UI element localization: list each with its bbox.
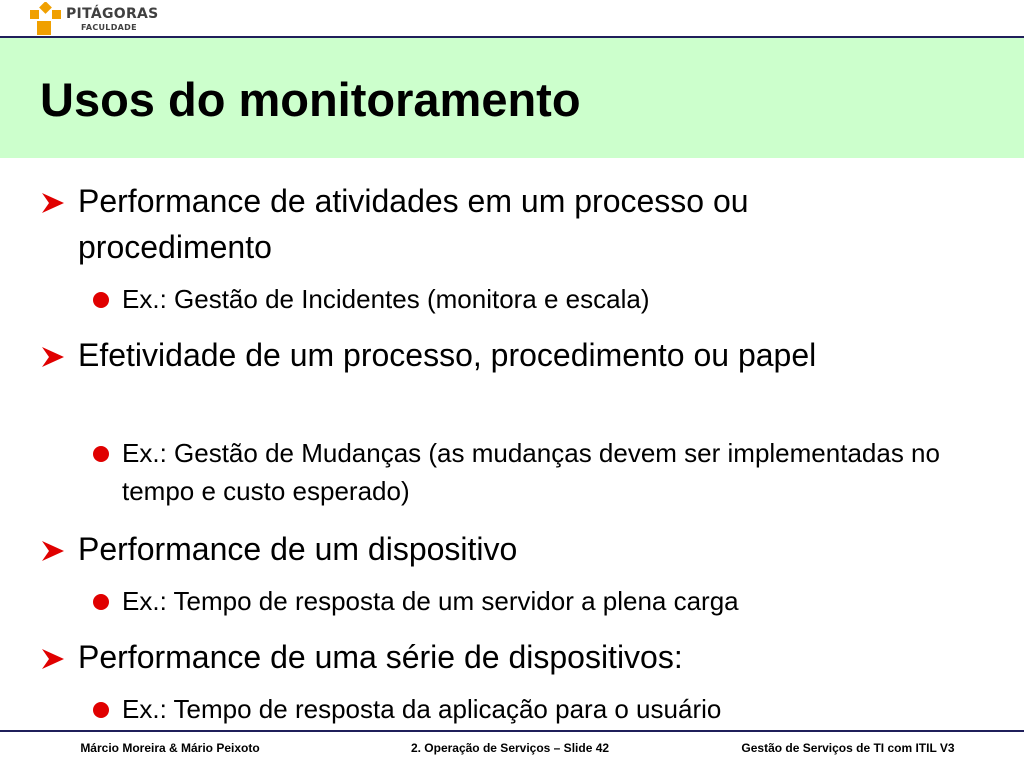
footer-rule xyxy=(0,730,1024,732)
pitagoras-logo-icon xyxy=(28,2,62,36)
footer-authors: Márcio Moreira & Mário Peixoto xyxy=(80,741,260,755)
sub-bullet-text: Ex.: Tempo de resposta de um servidor a plena carga xyxy=(122,586,739,616)
arrow-bullet-icon xyxy=(40,191,68,215)
sub-bullet-item xyxy=(90,280,950,318)
bullet-item xyxy=(40,332,940,378)
dot-bullet-icon xyxy=(93,702,109,718)
bullet-item xyxy=(40,178,940,270)
bullet-text: Performance de um dispositivo xyxy=(78,531,518,567)
sub-bullet-text: Ex.: Gestão de Mudanças (as mudanças devem ser implementadas no tempo e custo esperado) xyxy=(122,438,940,506)
arrow-bullet-icon xyxy=(40,345,68,369)
logo-subtitle: FACULDADE xyxy=(81,23,137,32)
sub-bullet-text: Ex.: Tempo de resposta da aplicação para o usuário xyxy=(122,694,722,724)
bullet-item xyxy=(40,634,940,680)
arrow-bullet-icon xyxy=(40,647,68,671)
sub-bullet-item xyxy=(90,690,950,728)
arrow-bullet-icon xyxy=(40,539,68,563)
bullet-text: Efetividade de um processo, procedimento ou papel xyxy=(78,337,817,373)
footer-slide-number: 2. Operação de Serviços – Slide 42 xyxy=(410,741,610,755)
footer-course-title: Gestão de Serviços de TI com ITIL V3 xyxy=(741,741,955,755)
dot-bullet-icon xyxy=(93,292,109,308)
sub-bullet-item xyxy=(90,582,950,620)
slide-title: Usos do monitoramento xyxy=(40,73,581,126)
bullet-text: Performance de uma série de dispositivos: xyxy=(78,639,683,675)
bullet-text: Performance de atividades em um processo ou procedimento xyxy=(78,183,749,265)
sub-bullet-text: Ex.: Gestão de Incidentes (monitora e escala) xyxy=(122,284,650,314)
dot-bullet-icon xyxy=(93,446,109,462)
logo-name: PITÁGORAS xyxy=(66,6,159,22)
bullet-item xyxy=(40,526,940,572)
dot-bullet-icon xyxy=(93,594,109,610)
sub-bullet-item xyxy=(90,434,950,510)
